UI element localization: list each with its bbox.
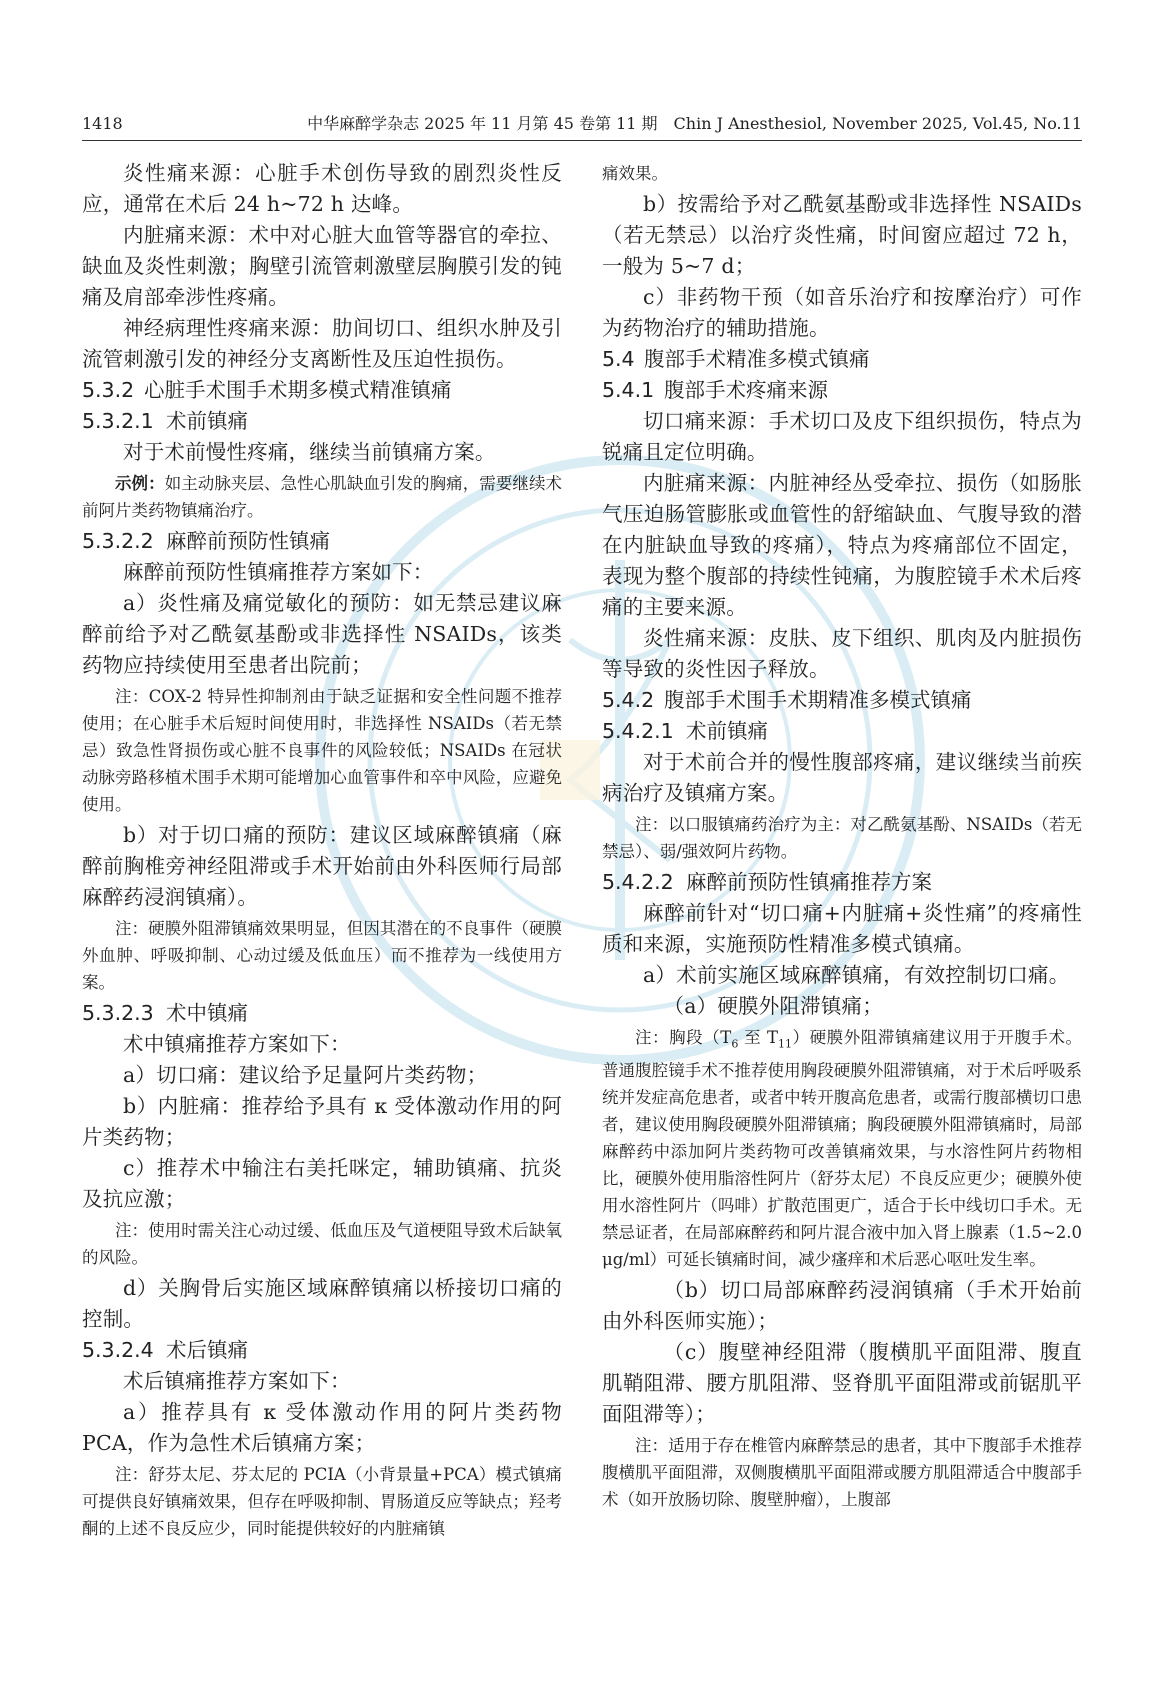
section-title: 腹部手术围手术期精准多模式镇痛	[664, 688, 972, 712]
note-text: 至 T	[738, 1028, 778, 1047]
subscript: 11	[778, 1037, 792, 1051]
section-title: 术后镇痛	[166, 1338, 248, 1362]
section-heading	[82, 998, 562, 1029]
note: 注：COX-2 特异性抑制剂由于缺乏证据和安全性问题不推荐使用；在心脏手术后短时间使用时，非选择性 NSAIDs（若无禁忌）致急性肾损伤或心脏不良事件的风险较低；NSAIDs 在冠状动脉旁路移植术围手术期可能增加心血管事件和卒中风险，应避免使用。	[82, 687, 562, 814]
section-title: 腹部手术疼痛来源	[664, 378, 828, 402]
section-heading	[82, 406, 562, 437]
note-text: ）硬膜外阻滞镇痛建议用于开腹手术。普通腹腔镜手术不推荐使用胸段硬膜外阻滞镇痛，对于术后呼吸系统并发症高危患者，或者中转开腹高危患者，或需行腹部横切口患者，建议使用胸段硬膜外阻滞镇痛；胸段硬膜外阻滞镇痛时，局部麻醉药中添加阿片类药物可改善镇痛效果，与水溶性阿片药物相比，硬膜外使用脂溶性阿片（舒芬太尼）不良反应更少；硬膜外使用水溶性阿片（吗啡）扩散范围更广，适合于长中线切口手术。无禁忌证者，在局部麻醉药和阿片混合液中加入肾上腺素（1.5~2.0 μg/ml）可延长镇痛时间，减少瘙痒和术后恶心呕吐发生率。	[602, 1028, 1083, 1270]
section-heading	[602, 375, 1082, 406]
paragraph: b）内脏痛：推荐给予具有 κ 受体激动作用的阿片类药物；	[82, 1094, 562, 1149]
paragraph: c）非药物干预（如音乐治疗和按摩治疗）可作为药物治疗的辅助措施。	[602, 285, 1082, 340]
section-heading	[82, 526, 562, 557]
paragraph: （c）腹壁神经阻滞（腹横肌平面阻滞、腹直肌鞘阻滞、腰方肌阻滞、竖脊肌平面阻滞或前锯肌平面阻滞等）；	[602, 1340, 1082, 1427]
section-number: 5.3.2.2	[82, 529, 154, 553]
section-number: 5.3.2.3	[82, 1001, 154, 1025]
paragraph: d）关胸骨后实施区域麻醉镇痛以桥接切口痛的控制。	[82, 1276, 562, 1331]
note: 注：舒芬太尼、芬太尼的 PCIA（小背景量+PCA）模式镇痛可提供良好镇痛效果，但存在呼吸抑制、胃肠道反应等缺点；羟考酮的上述不良反应少，同时能提供较好的内脏痛镇	[82, 1465, 562, 1538]
section-title: 麻醉前预防性镇痛	[166, 529, 330, 553]
note: 注：硬膜外阻滞镇痛效果明显，但因其潜在的不良事件（硬膜外血肿、呼吸抑制、心动过缓及低血压）而不推荐为一线使用方案。	[82, 919, 562, 992]
paragraph: 神经病理性疼痛来源：肋间切口、组织水肿及引流管刺激引发的神经分支离断性及压迫性损伤。	[82, 316, 562, 371]
paragraph: 炎性痛来源：心脏手术创伤导致的剧烈炎性反应，通常在术后 24 h~72 h 达峰。	[82, 161, 562, 216]
section-title: 术前镇痛	[686, 719, 768, 743]
section-heading	[602, 344, 1082, 375]
section-number: 5.4.1	[602, 378, 655, 402]
paragraph: （b）切口局部麻醉药浸润镇痛（手术开始前由外科医师实施）；	[602, 1278, 1082, 1334]
paragraph: 对于术前合并的慢性腹部疼痛，建议继续当前疾病治疗及镇痛方案。	[602, 750, 1082, 805]
paragraph: 术中镇痛推荐方案如下：	[123, 1032, 351, 1056]
section-number: 5.4.2	[602, 688, 655, 712]
note: 注：以口服镇痛药治疗为主：对乙酰氨基酚、NSAIDs（若无禁忌）、弱/强效阿片药物。	[602, 815, 1082, 861]
right-column	[602, 158, 1082, 1515]
section-heading	[82, 1335, 562, 1366]
section-number: 5.3.2	[82, 378, 135, 402]
paragraph: 对于术前慢性疼痛，继续当前镇痛方案。	[123, 440, 496, 464]
section-title: 心脏手术围手术期多模式精准镇痛	[144, 378, 452, 402]
page-number: 1418	[82, 114, 123, 133]
paragraph: 麻醉前预防性镇痛推荐方案如下：	[123, 560, 434, 584]
page-header	[82, 112, 1082, 141]
section-number: 5.4	[602, 347, 635, 371]
example-text: 如主动脉夹层、急性心肌缺血引发的胸痛，需要继续术前阿片类药物镇痛治疗。	[82, 474, 563, 520]
paragraph: a）炎性痛及痛觉敏化的预防：如无禁忌建议麻醉前给予对乙酰氨基酚或非选择性 NSAIDs，该类药物应持续使用至患者出院前；	[82, 591, 562, 677]
paragraph: b）对于切口痛的预防：建议区域麻醉镇痛（麻醉前胸椎旁神经阻滞或手术开始前由外科医师行局部麻醉药浸润镇痛）。	[82, 823, 562, 909]
section-number: 5.4.2.2	[602, 870, 674, 894]
section-number: 5.3.2.1	[82, 409, 154, 433]
paragraph: 麻醉前针对“切口痛+内脏痛+炎性痛”的疼痛性质和来源，实施预防性精准多模式镇痛。	[602, 901, 1082, 956]
note: 注：适用于存在椎管内麻醉禁忌的患者，其中下腹部手术推荐腹横肌平面阻滞，双侧腹横肌平面阻滞或腰方肌阻滞适合中腹部手术（如开放肠切除、腹壁肿瘤），上腹部	[602, 1436, 1082, 1510]
section-number: 5.4.2.1	[602, 719, 674, 743]
section-title: 腹部手术精准多模式镇痛	[644, 347, 870, 371]
subscript: 6	[731, 1037, 739, 1051]
note: 注：使用时需关注心动过缓、低血压及气道梗阻导致术后缺氧的风险。	[82, 1221, 562, 1267]
paragraph: a）术前实施区域麻醉镇痛，有效控制切口痛。	[643, 963, 1070, 987]
paragraph: b）按需给予对乙酰氨基酚或非选择性 NSAIDs（若无禁忌）以治疗炎性痛，时间窗应超过 72 h，一般为 5~7 d；	[602, 192, 1082, 278]
section-title: 术中镇痛	[166, 1001, 248, 1025]
left-column	[82, 158, 562, 1544]
section-heading	[602, 685, 1082, 716]
paragraph: 炎性痛来源：皮肤、皮下组织、肌肉及内脏损伤等导致的炎性因子释放。	[602, 626, 1082, 681]
paragraph: a）切口痛：建议给予足量阿片类药物；	[123, 1063, 488, 1087]
paragraph: c）推荐术中输注右美托咪定，辅助镇痛、抗炎及抗应激；	[82, 1156, 562, 1211]
note-continuation: 痛效果。	[602, 164, 668, 183]
paragraph: 切口痛来源：手术切口及皮下组织损伤，特点为锐痛且定位明确。	[602, 409, 1082, 464]
paragraph: a）推荐具有 κ 受体激动作用的阿片类药物 PCA，作为急性术后镇痛方案；	[82, 1400, 562, 1455]
note	[602, 1024, 1082, 1273]
note-text: 注：胸段（T	[635, 1028, 732, 1047]
section-number: 5.3.2.4	[82, 1338, 154, 1362]
section-title: 术前镇痛	[166, 409, 248, 433]
example-note	[82, 470, 562, 524]
paragraph: 内脏痛来源：术中对心脏大血管等器官的牵拉、缺血及炎性刺激；胸壁引流管刺激壁层胸膜引发的钝痛及肩部牵涉性疼痛。	[82, 223, 562, 309]
section-title: 麻醉前预防性镇痛推荐方案	[686, 870, 932, 894]
section-heading	[82, 375, 562, 406]
paragraph: 术后镇痛推荐方案如下：	[123, 1369, 351, 1393]
paragraph: 内脏痛来源：内脏神经丛受牵拉、损伤（如肠胀气压迫肠管膨胀或血管性的舒缩缺血、气腹导致的潜在内脏缺血导致的疼痛），特点为疼痛部位不固定，表现为整个腹部的持续性钝痛，为腹腔镜手术术后疼痛的主要来源。	[602, 471, 1082, 619]
section-heading	[602, 867, 1082, 898]
section-heading	[602, 716, 1082, 747]
example-label: 示例：	[115, 474, 165, 493]
paragraph: （a）硬膜外阻滞镇痛；	[663, 994, 883, 1018]
journal-citation: 中华麻醉学杂志 2025 年 11 月第 45 卷第 11 期 Chin J Anesthesiol, November 2025, Vol.45, No.11	[307, 114, 1082, 133]
